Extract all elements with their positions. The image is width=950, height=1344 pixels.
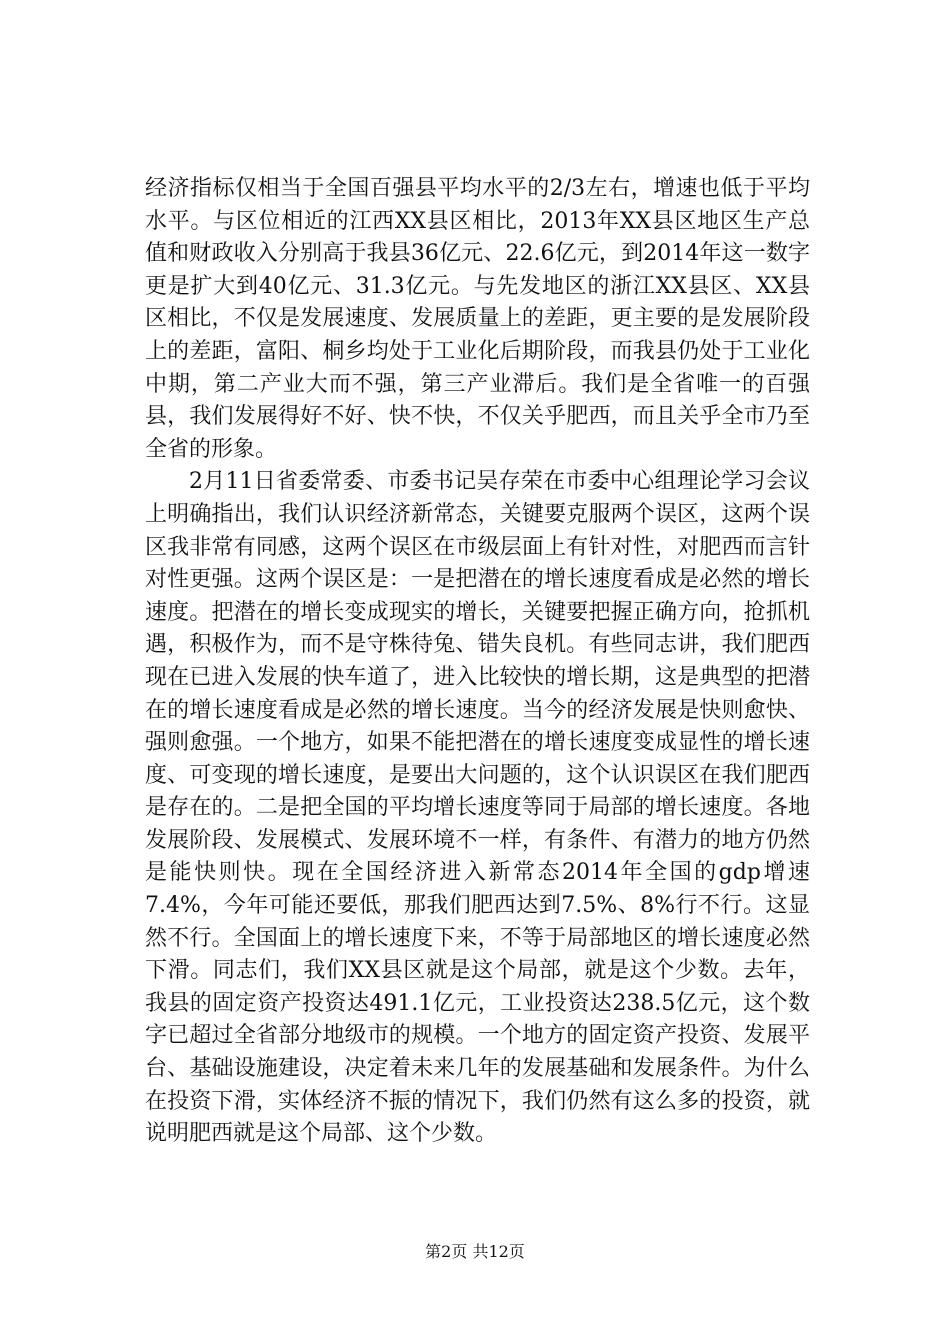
page-footer: 第2页 共12页: [425, 1242, 525, 1261]
document-body: [145, 173, 810, 1151]
paragraph-speech-quote: 2月11日省委常委、市委书记吴存荣在市委中心组理论学习会议上明确指出，我们认识经济新常态，关键要克服两个误区，这两个误区我非常有同感，这两个误区在市级层面上有针对性，对肥西而言针对性更强。这两个误区是：一是把潜在的增长速度看成是必然的增长速度。把潜在的增长变成现实的增长，关键要把握正确方向，抢抓机遇，积极作为，而不是守株待兔、错失良机。有些同志讲，我们肥西现在已进入发展的快车道了，进入比较快的增长期，这是典型的把潜在的增长速度看成是必然的增长速度。当今的经济发展是快则愈快、强则愈强。一个地方，如果不能把潜在的增长速度变成显性的增长速度、可变现的增长速度，是要出大问题的，这个认识误区在我们肥西是存在的。二是把全国的平均增长速度等同于局部的增长速度。各地发展阶段、发展模式、发展环境不一样，有条件、有潜力的地方仍然是能快则快。现在全国经济进入新常态2014年全国的gdp增速7.4%，今年可能还要低，那我们肥西达到7.5%、8%行不行。这显然不行。全国面上的增长速度下来，不等于局部地区的增长速度必然下滑。同志们，我们XX县区就是这个局部，就是这个少数。去年，我县的固定资产投资达491.1亿元，工业投资达238.5亿元，这个数字已超过全省部分地级市的规模。一个地方的固定资产投资、发展平台、基础设施建设，决定着未来几年的发展基础和发展条件。为什么在投资下滑，实体经济不振的情况下，我们仍然有这么多的投资，就说明肥西就是这个局部、这个少数。: [145, 469, 810, 1147]
paragraph-continued: 经济指标仅相当于全国百强县平均水平的2/3左右，增速也低于平均水平。与区位相近的江西XX县区相比，2013年XX县区地区生产总值和财政收入分别高于我县36亿元、22.6亿元，到2014年这一数字更是扩大到40亿元、31.3亿元。与先发地区的浙江XX县区、XX县区相比，不仅是发展速度、发展质量上的差距，更主要的是发展阶段上的差距，富阳、桐乡均处于工业化后期阶段，而我县仍处于工业化中期，第二产业大而不强，第三产业滞后。我们是全省唯一的百强县，我们发展得好不好、快不快，不仅关乎肥西，而且关乎全市乃至全省的形象。: [145, 176, 810, 462]
